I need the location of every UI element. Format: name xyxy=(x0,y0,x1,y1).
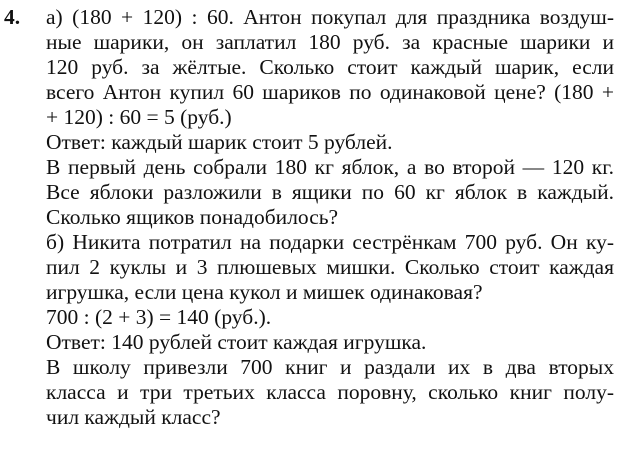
problem-text xyxy=(46,5,614,430)
text-line: чил каждый класс? xyxy=(46,405,221,429)
text-line: Ответ: каждый шарик стоит 5 рублей. xyxy=(46,130,393,154)
text-line: класса и три третьих класса поровну, сколько книг полу- xyxy=(46,380,614,404)
text-line: Все яблоки разложили в ящики по 60 кг яблок в каждый. xyxy=(46,180,614,204)
text-line: игрушка, если цена кукол и мишек одинаковая? xyxy=(46,280,483,304)
text-line: а) (180 + 120) : 60. Антон покупал для праздника воздуш- xyxy=(46,5,614,29)
text-line: всего Антон купил 60 шариков по одинаковой цене? (180 + xyxy=(46,80,614,104)
problem-number: 4. xyxy=(4,5,21,29)
text-line: Ответ: 140 рублей стоит каждая игрушка. xyxy=(46,330,427,354)
text-line: 700 : (2 + 3) = 140 (руб.). xyxy=(46,305,272,329)
text-line: б) Никита потратил на подарки сестрёнкам 700 руб. Он ку- xyxy=(46,230,614,254)
text-line: В первый день собрали 180 кг яблок, а во второй — 120 кг. xyxy=(46,155,614,179)
text-line: В школу привезли 700 книг и раздали их в два вторых xyxy=(46,355,614,379)
text-line: + 120) : 60 = 5 (руб.) xyxy=(46,105,232,129)
text-line: 120 руб. за жёлтые. Сколько стоит каждый шарик, если xyxy=(46,55,614,79)
text-line: ные шарики, он заплатил 180 руб. за красные шарики и xyxy=(46,30,614,54)
text-line: пил 2 куклы и 3 плюшевых мишки. Сколько стоит каждая xyxy=(46,255,614,279)
text-line: Сколько ящиков понадобилось? xyxy=(46,205,339,229)
